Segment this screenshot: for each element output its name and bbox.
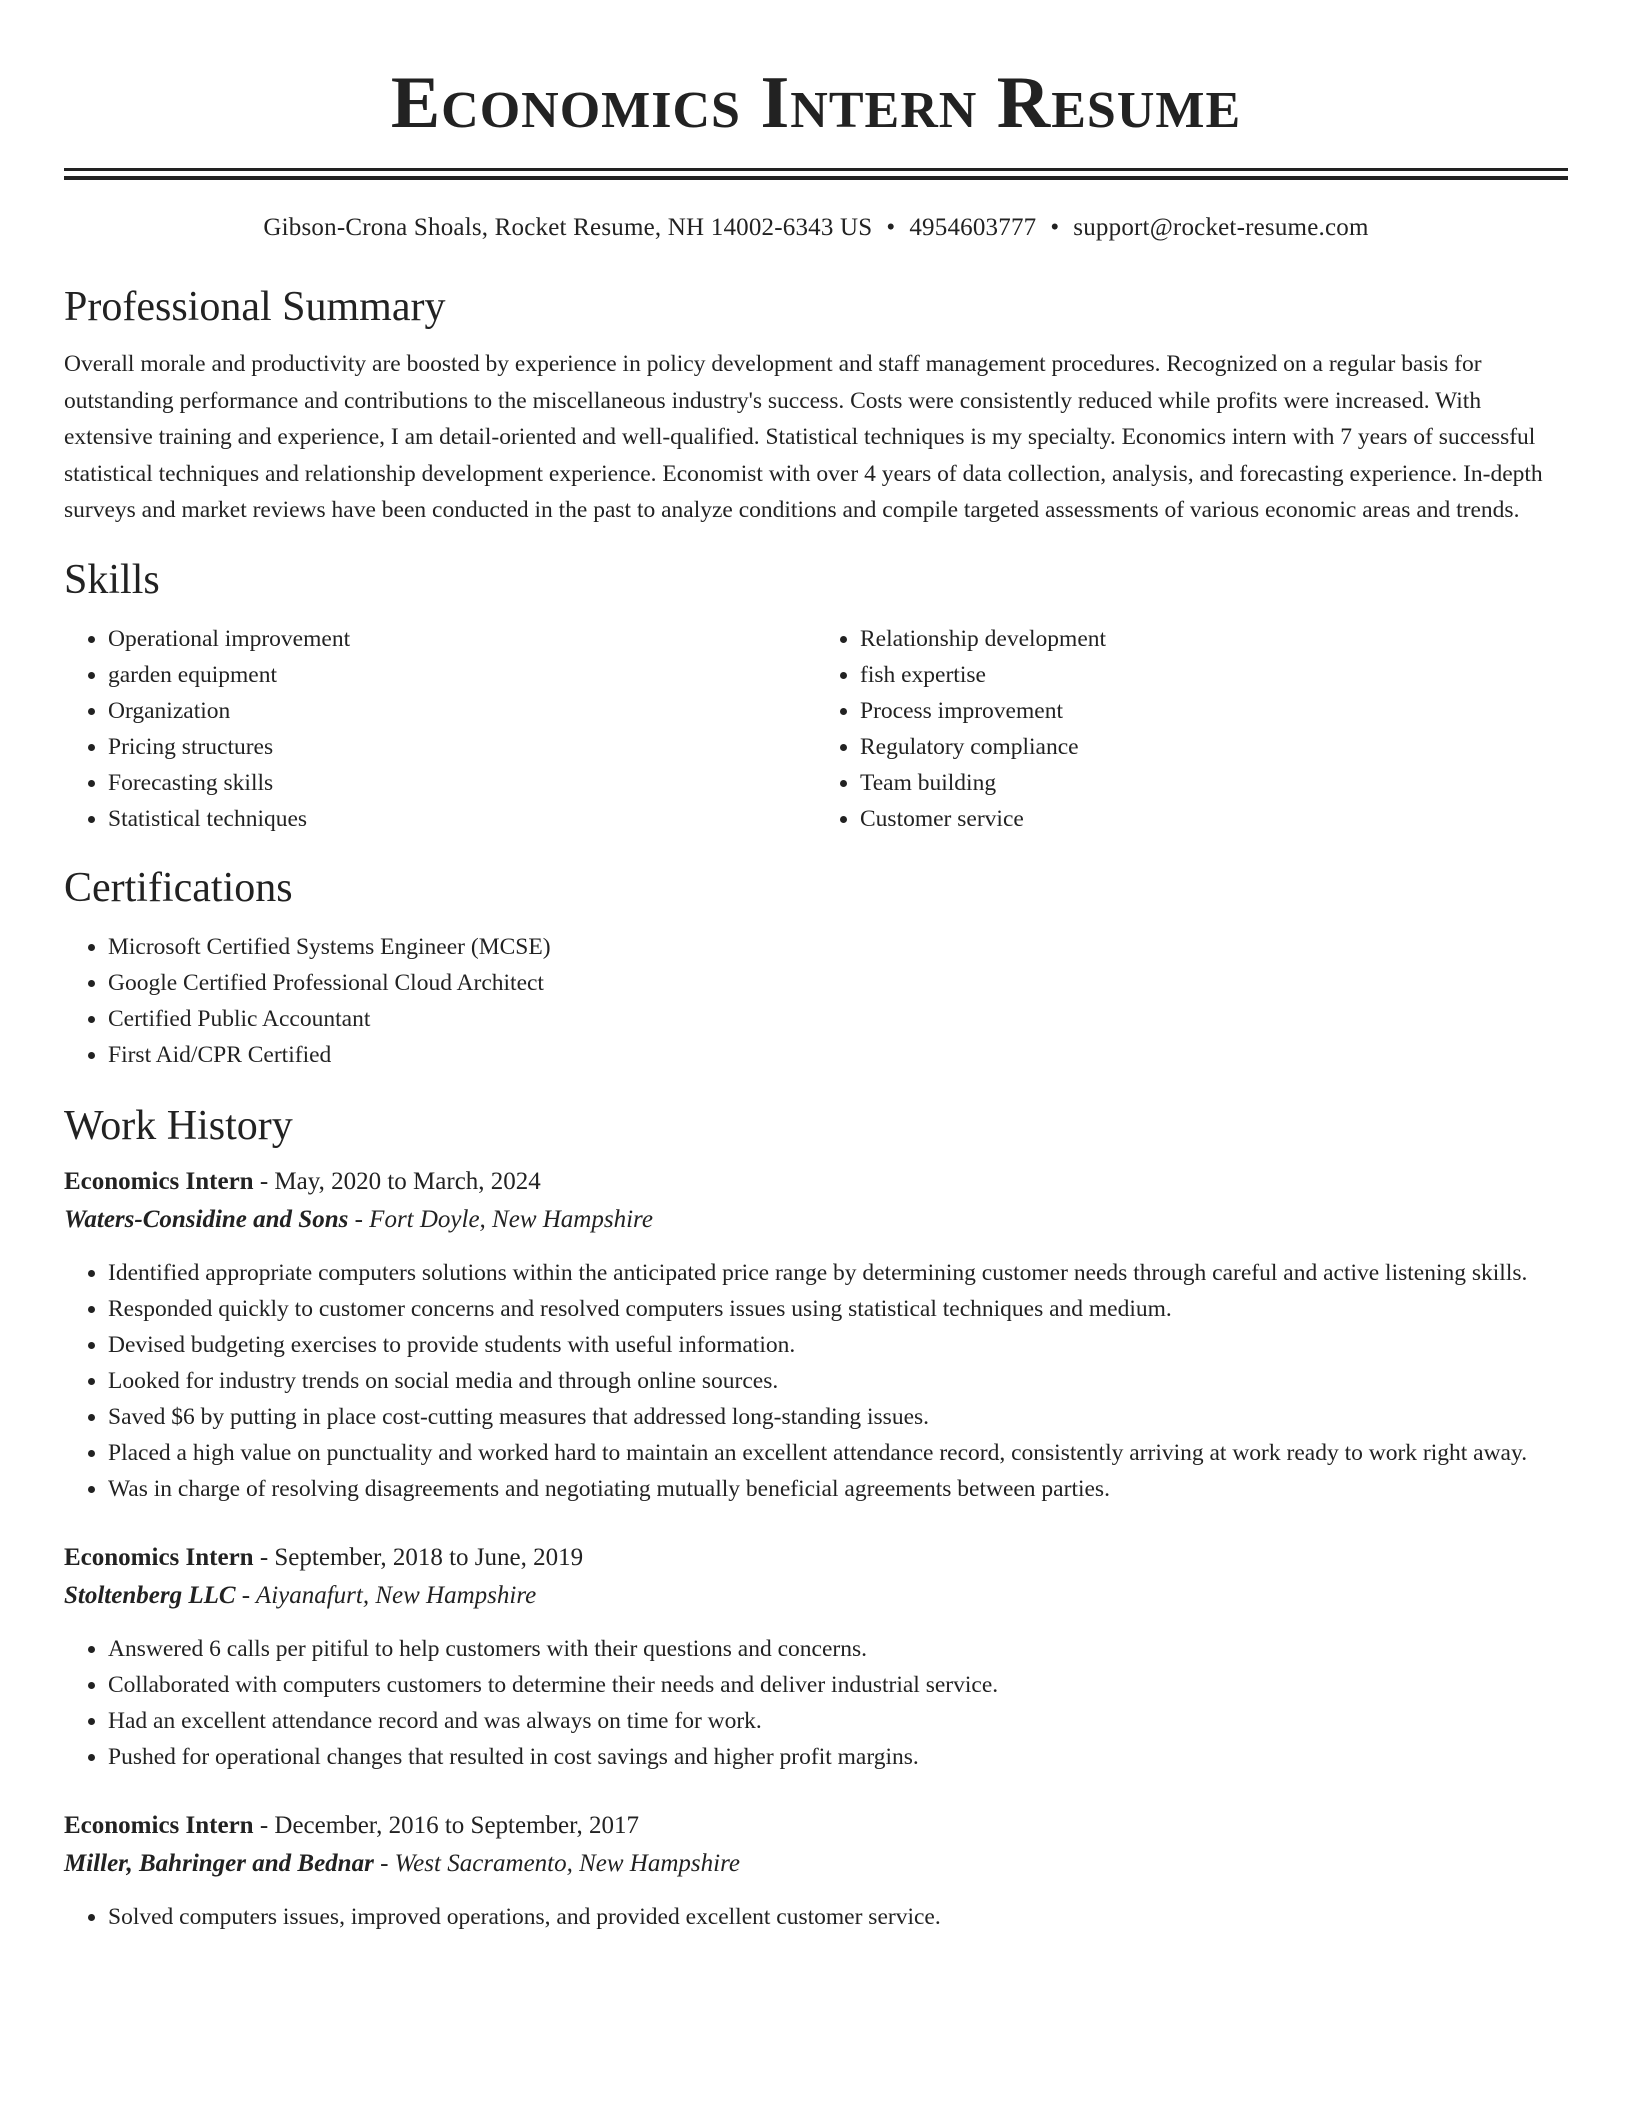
skill-item: • Forecasting skills: [108, 765, 816, 801]
skill-item: • Process improvement: [860, 693, 1568, 729]
job-bullet: • Had an excellent attendance record and was always on time for work.: [108, 1703, 1568, 1739]
job-bullets: [64, 1631, 1568, 1775]
skills-list-right: [816, 621, 1568, 837]
job-bullet: • Collaborated with computers customers to determine their needs and deliver industrial service.: [108, 1667, 1568, 1703]
job-location: Aiyanafurt, New Hampshire: [255, 1581, 537, 1609]
job-bullet: • Placed a high value on punctuality and worked hard to maintain an excellent attendance record, consistently arriving at work ready to work right away.: [108, 1435, 1568, 1471]
job-title-line: Economics Intern - September, 2018 to June, 2019: [64, 1543, 584, 1571]
certification-item: • First Aid/CPR Certified: [108, 1037, 1568, 1073]
summary-heading: Professional Summary: [64, 284, 446, 330]
certifications-heading: Certifications: [64, 864, 293, 911]
skill-item: • Statistical techniques: [108, 801, 816, 837]
skill-item: • Pricing structures: [108, 729, 816, 765]
summary-text: Overall morale and productivity are boosted by experience in policy development and staff management procedures. Recognized on a regular basis for outstanding performance and contributions to the miscellaneous industry's success. Costs were consistently reduced while profits were increased. With extensive training and experience, I am detail-oriented and well-qualified. Statistical techniques is my specialty. Economics intern with 7 years of successful statistical techniques and relationship development experience. Economist with over 4 years of data collection, analysis, and forecasting experience. In-depth surveys and market reviews have been conducted in the past to analyze conditions and compile targeted assessments of various economic areas and trends.: [64, 351, 1543, 523]
title-double-rule: [64, 168, 1568, 180]
job-title: Economics Intern: [64, 1811, 254, 1839]
resume-title: Economics Intern Resume: [390, 62, 1242, 144]
job-title-line: Economics Intern - December, 2016 to September, 2017: [64, 1811, 639, 1839]
job-bullet: • Answered 6 calls per pitiful to help customers with their questions and concerns.: [108, 1631, 1568, 1667]
job-company-line: Waters-Considine and Sons - Fort Doyle, New Hampshire: [64, 1205, 653, 1233]
certification-item: • Google Certified Professional Cloud Architect: [108, 965, 1568, 1001]
job-title-line: Economics Intern - May, 2020 to March, 2024: [64, 1167, 541, 1195]
job-bullet: • Responded quickly to customer concerns and resolved computers issues using statistical techniques and medium.: [108, 1291, 1568, 1327]
contact-separator: •: [1050, 214, 1060, 241]
job-location: Fort Doyle, New Hampshire: [369, 1205, 653, 1233]
skills-heading: Skills: [64, 556, 160, 603]
job-dates: September, 2018 to June, 2019: [274, 1543, 584, 1571]
contact-phone: 4954603777: [909, 214, 1037, 241]
job-entry: [64, 1807, 1568, 1935]
job-dates: May, 2020 to March, 2024: [274, 1167, 541, 1195]
job-title: Economics Intern: [64, 1167, 254, 1195]
skills-list-left: [64, 621, 816, 837]
contact-email: support@rocket-resume.com: [1073, 214, 1369, 241]
job-location: West Sacramento, New Hampshire: [394, 1849, 740, 1877]
job-bullet: • Looked for industry trends on social media and through online sources.: [108, 1363, 1568, 1399]
certification-item: • Microsoft Certified Systems Engineer (MCSE): [108, 929, 1568, 965]
skill-item: • Customer service: [860, 801, 1568, 837]
work-history-heading: Work History: [64, 1102, 293, 1149]
contact-line: [64, 214, 1568, 242]
skill-item: • Organization: [108, 693, 816, 729]
job-company: Waters-Considine and Sons: [64, 1205, 349, 1233]
job-bullet: • Saved $6 by putting in place cost-cutting measures that addressed long-standing issues.: [108, 1399, 1568, 1435]
contact-separator: •: [886, 214, 896, 241]
job-company: Miller, Bahringer and Bednar: [64, 1849, 374, 1877]
contact-address: Gibson-Crona Shoals, Rocket Resume, NH 14002-6343 US: [263, 214, 873, 241]
skill-item: • Team building: [860, 765, 1568, 801]
certification-item: • Certified Public Accountant: [108, 1001, 1568, 1037]
job-bullet: • Pushed for operational changes that resulted in cost savings and higher profit margins.: [108, 1739, 1568, 1775]
skill-item: • Regulatory compliance: [860, 729, 1568, 765]
job-title: Economics Intern: [64, 1543, 254, 1571]
job-bullet: • Identified appropriate computers solutions within the anticipated price range by determining customer needs through careful and active listening skills.: [108, 1255, 1568, 1291]
certifications-list: [64, 929, 1568, 1073]
job-bullet: • Solved computers issues, improved operations, and provided excellent customer service.: [108, 1899, 1568, 1935]
skills-columns: [64, 621, 1568, 837]
skill-item: • Relationship development: [860, 621, 1568, 657]
job-bullets: [64, 1255, 1568, 1507]
job-bullet: • Devised budgeting exercises to provide students with useful information.: [108, 1327, 1568, 1363]
job-company-line: Miller, Bahringer and Bednar - West Sacramento, New Hampshire: [64, 1849, 740, 1877]
job-entry: [64, 1163, 1568, 1507]
job-bullets: [64, 1899, 1568, 1935]
job-entry: [64, 1539, 1568, 1775]
skill-item: • garden equipment: [108, 657, 816, 693]
skill-item: • fish expertise: [860, 657, 1568, 693]
job-company: Stoltenberg LLC: [64, 1581, 236, 1609]
job-bullet: • Was in charge of resolving disagreements and negotiating mutually beneficial agreements between parties.: [108, 1471, 1568, 1507]
job-dates: December, 2016 to September, 2017: [274, 1811, 639, 1839]
skill-item: • Operational improvement: [108, 621, 816, 657]
job-company-line: Stoltenberg LLC - Aiyanafurt, New Hampshire: [64, 1581, 537, 1609]
